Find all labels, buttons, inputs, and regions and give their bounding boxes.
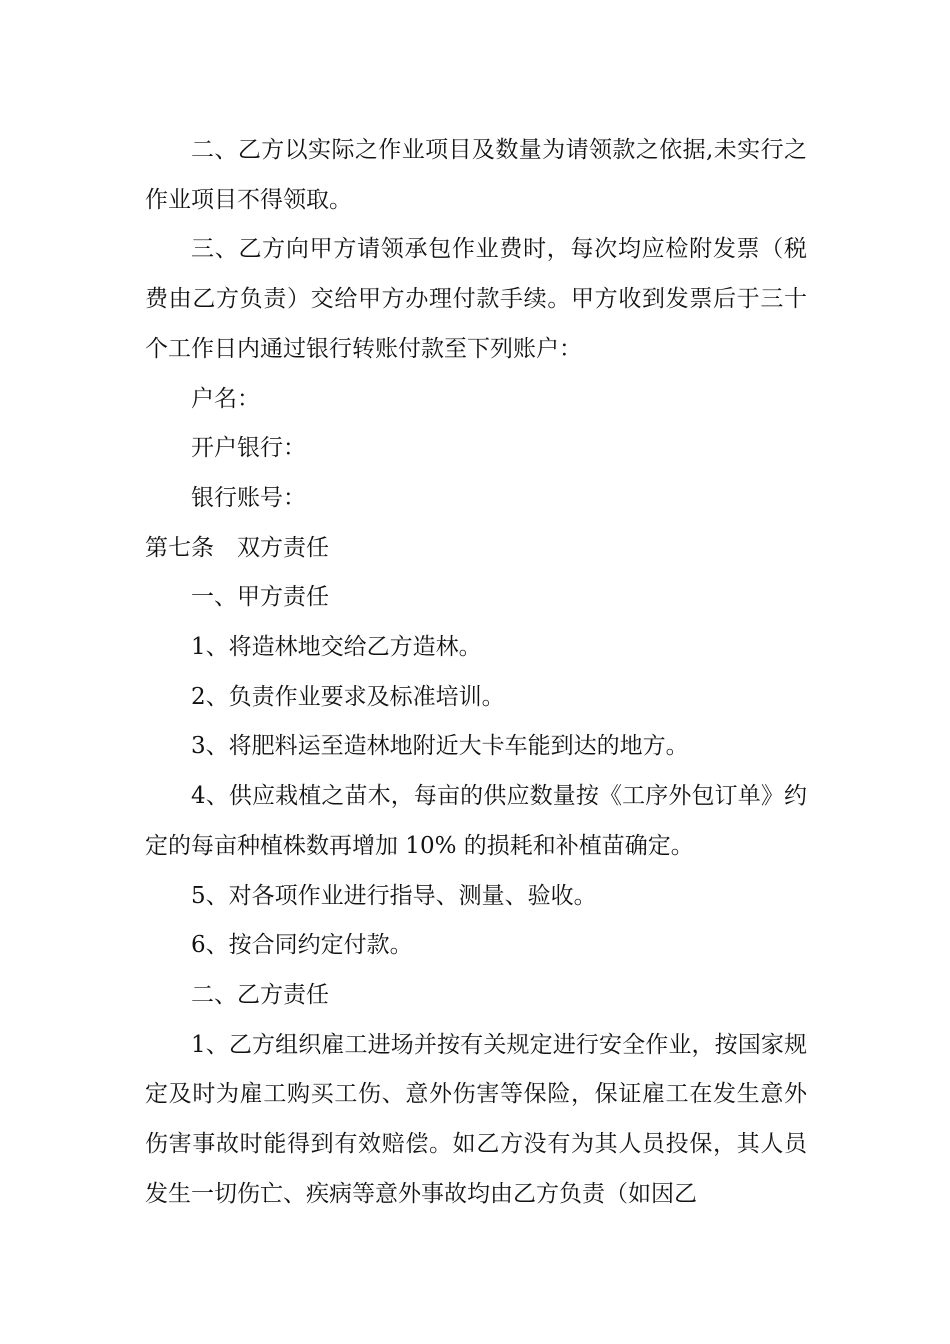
bank-account-label: 银行账号：: [191, 484, 306, 511]
party-a-item-4: 4、供应栽植之苗木，每亩的供应数量按《工序外包订单》约定的每亩种植株数再增加 10% 的损耗和补植苗确定。: [145, 783, 807, 859]
party-b-item-1: 1、乙方组织雇工进场并按有关规定进行安全作业，按国家规定及时为雇工购买工伤、意外伤害等保险，保证雇工在发生意外伤害事故时能得到有效赔偿。如乙方没有为其人员投保，其人员发生一切伤亡、疾病等意外事故均由乙方负责（如因乙: [145, 1031, 807, 1207]
party-a-item-2: 2、负责作业要求及标准培训。: [191, 683, 505, 710]
party-a-responsibility-heading: 一、甲方责任: [191, 584, 329, 611]
party-a-item-6: 6、按合同约定付款。: [191, 932, 413, 959]
bank-name-label: 开户银行：: [191, 435, 306, 462]
article-seven-heading: 第七条 双方责任: [145, 534, 329, 561]
party-a-item-1: 1、将造林地交给乙方造林。: [191, 634, 482, 661]
account-name-label: 户名：: [191, 385, 260, 412]
party-a-item-5: 5、对各项作业进行指导、测量、验收。: [191, 882, 597, 909]
clause-invoice-payment: 三、乙方向甲方请领承包作业费时，每次均应检附发票（税费由乙方负责）交给甲方办理付款手续。甲方收到发票后于三十个工作日内通过银行转账付款至下列账户：: [145, 236, 807, 362]
party-b-responsibility-heading: 二、乙方责任: [191, 981, 329, 1008]
clause-payment-basis: 二、乙方以实际之作业项目及数量为请领款之依据,未实行之作业项目不得领取。: [145, 137, 807, 213]
document-body: [145, 126, 807, 1219]
party-a-item-3: 3、将肥料运至造林地附近大卡车能到达的地方。: [191, 733, 689, 760]
